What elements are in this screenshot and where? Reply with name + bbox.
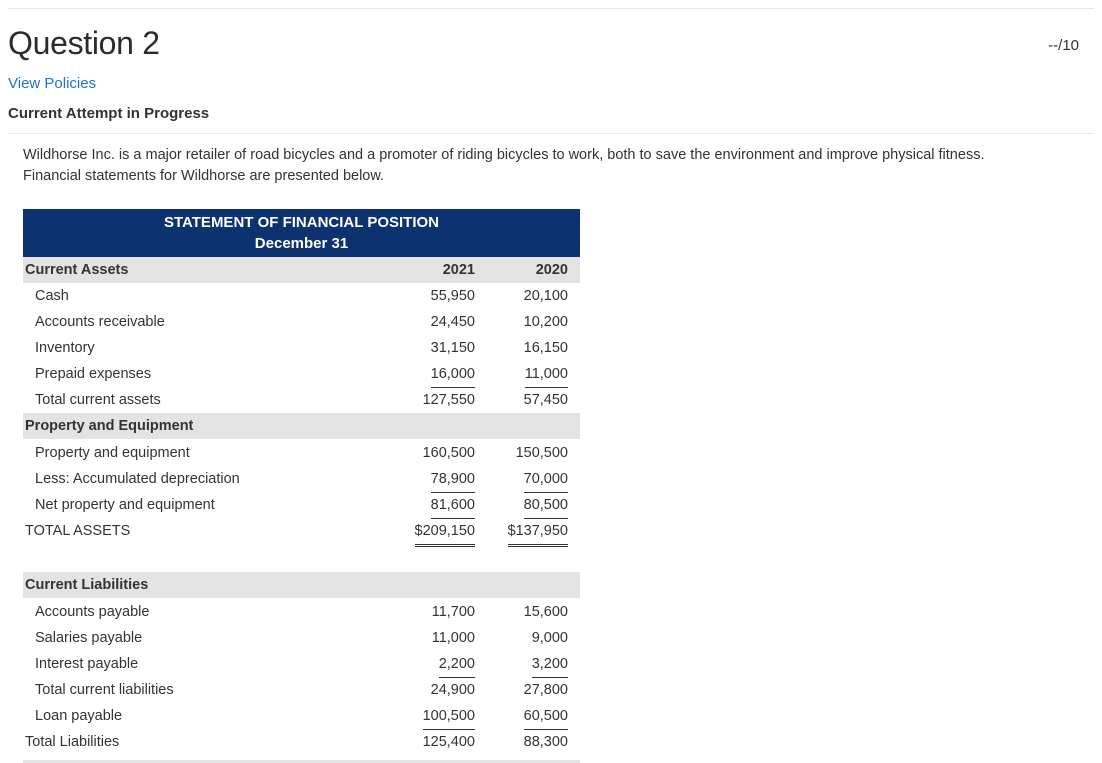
intro-line-2: Financial statements for Wildhorse are presented below. bbox=[23, 168, 385, 184]
row-label: Accounts payable bbox=[35, 604, 150, 620]
current-assets-header-row bbox=[23, 257, 580, 283]
value-2021: 160,500 bbox=[422, 445, 475, 461]
section-label: Property and Equipment bbox=[25, 418, 194, 434]
row-label: Net property and equipment bbox=[35, 497, 215, 513]
row-label: Total current liabilities bbox=[35, 682, 174, 698]
top-divider bbox=[8, 8, 1094, 9]
value-2021: 100,500 bbox=[423, 703, 475, 730]
value-2020: 15,600 bbox=[523, 604, 568, 620]
value-2021: 55,950 bbox=[430, 288, 475, 304]
row-label: Less: Accumulated depreciation bbox=[35, 471, 240, 487]
value-2021: 2,200 bbox=[439, 651, 475, 678]
statement-header bbox=[23, 209, 580, 257]
section-label: Current Liabilities bbox=[25, 577, 149, 593]
statement-title: STATEMENT OF FINANCIAL POSITION bbox=[164, 214, 439, 231]
section-label: Current Assets bbox=[25, 262, 129, 278]
table-row bbox=[23, 677, 580, 703]
financial-statement-table bbox=[23, 209, 580, 755]
row-label: Loan payable bbox=[35, 708, 123, 724]
value-2020: 88,300 bbox=[523, 734, 568, 750]
table-row bbox=[23, 309, 580, 335]
table-row bbox=[23, 703, 580, 729]
question-title: Question 2 bbox=[8, 25, 160, 61]
value-2020: 16,150 bbox=[523, 340, 568, 356]
value-2021: 81,600 bbox=[431, 492, 475, 519]
table-row bbox=[23, 651, 580, 677]
row-label: Total Liabilities bbox=[25, 734, 120, 750]
intro-line-1: Wildhorse Inc. is a major retailer of road bicycles and a promoter of riding bicycles to work, both to save the environment and improve physical fitness. bbox=[23, 147, 985, 163]
value-2020: 150,500 bbox=[515, 445, 568, 461]
value-2020: 11,000 bbox=[525, 361, 568, 388]
table-row bbox=[23, 387, 580, 413]
current-liabilities-header-row bbox=[23, 572, 580, 598]
value-2021: 16,000 bbox=[431, 361, 475, 388]
column-header-2021: 2021 bbox=[442, 262, 475, 278]
total-assets-row bbox=[23, 518, 580, 544]
row-label: Inventory bbox=[35, 340, 95, 356]
value-2021: $209,150 bbox=[415, 518, 475, 547]
table-spacer bbox=[23, 544, 580, 572]
value-2020: 60,500 bbox=[524, 703, 568, 730]
value-2021: 11,700 bbox=[431, 604, 475, 620]
value-2021: 24,450 bbox=[430, 314, 475, 330]
section-divider bbox=[8, 133, 1094, 134]
row-label: Interest payable bbox=[35, 656, 139, 672]
score-display: --/10 bbox=[1048, 37, 1079, 54]
value-2020: 9,000 bbox=[531, 630, 568, 646]
value-2021: 127,550 bbox=[422, 392, 475, 408]
value-2020: 10,200 bbox=[523, 314, 568, 330]
value-2020: 80,500 bbox=[524, 492, 568, 519]
table-row bbox=[23, 440, 580, 466]
attempt-status: Current Attempt in Progress bbox=[8, 105, 210, 122]
row-label: Accounts receivable bbox=[35, 314, 165, 330]
value-2020: $137,950 bbox=[508, 518, 568, 547]
value-2021: 125,400 bbox=[422, 734, 475, 750]
value-2021: 24,900 bbox=[430, 682, 475, 698]
table-row bbox=[23, 466, 580, 492]
value-2021: 31,150 bbox=[430, 340, 475, 356]
table-row bbox=[23, 361, 580, 387]
table-row bbox=[23, 283, 580, 309]
row-label: Cash bbox=[35, 288, 69, 304]
table-row bbox=[23, 492, 580, 518]
table-row bbox=[23, 625, 580, 651]
view-policies-link[interactable]: View Policies bbox=[8, 75, 97, 92]
row-label: Total current assets bbox=[35, 392, 161, 408]
value-2021: 78,900 bbox=[431, 466, 475, 493]
row-label: Property and equipment bbox=[35, 445, 190, 461]
property-equipment-header-row bbox=[23, 413, 580, 439]
value-2020: 20,100 bbox=[523, 288, 568, 304]
value-2020: 57,450 bbox=[523, 392, 568, 408]
row-label: TOTAL ASSETS bbox=[25, 523, 131, 539]
column-header-2020: 2020 bbox=[535, 262, 568, 278]
table-row bbox=[23, 599, 580, 625]
row-label: Salaries payable bbox=[35, 630, 143, 646]
value-2021: 11,000 bbox=[431, 630, 475, 646]
statement-date: December 31 bbox=[254, 235, 349, 252]
value-2020: 27,800 bbox=[523, 682, 568, 698]
value-2020: 70,000 bbox=[524, 466, 568, 493]
row-label: Prepaid expenses bbox=[35, 366, 152, 382]
question-intro bbox=[23, 145, 1083, 187]
value-2020: 3,200 bbox=[532, 651, 568, 678]
table-row bbox=[23, 335, 580, 361]
total-liabilities-row bbox=[23, 729, 580, 755]
